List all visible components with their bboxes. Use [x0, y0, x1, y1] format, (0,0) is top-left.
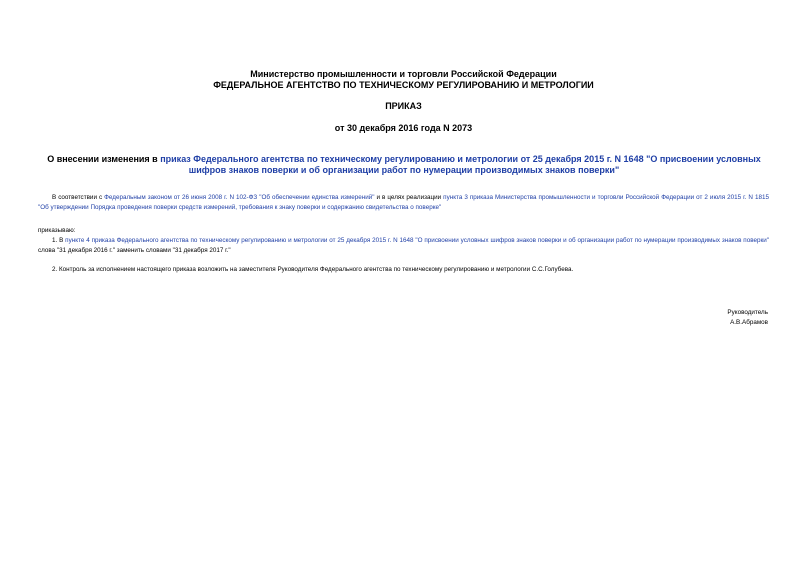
preamble-text-2: и в целях реализации — [374, 194, 444, 201]
item1-link[interactable]: пункте 4 приказа Федерального агентства по техническому регулированию и метрологии от 25 декабря 2015 г. N 1648 "О присвоении условных шифров знаков поверки и об организации работ по нумерации производимых знаков поверки" — [65, 237, 769, 244]
item1-text-1: 1. В — [52, 237, 66, 244]
signature-title: Руководитель — [727, 309, 768, 316]
preamble-text-1: В соответствии с — [52, 194, 105, 201]
ministry-order-link[interactable]: пункта 3 приказа Министерства промышленности и торговли Российской Федерации от 2 июля 2015 г. N 1815 "Об утверждении Порядка проведения поверки средств измерений, требования к знаку поверки и содержанию свидетельства о поверке" — [38, 194, 769, 211]
signature-name: А.В.Абрамов — [730, 319, 768, 326]
document-date: от 30 декабря 2016 года N 2073 — [334, 123, 473, 133]
agency-name: ФЕДЕРАЛЬНОЕ АГЕНТСТВО ПО ТЕХНИЧЕСКОМУ РЕГУЛИРОВАНИЮ И МЕТРОЛОГИИ — [213, 80, 594, 90]
preamble-paragraph — [38, 193, 769, 213]
document-type: ПРИКАЗ — [385, 101, 422, 111]
orders-word: приказываю: — [38, 227, 76, 234]
order-item-2: 2. Контроль за исполнением настоящего приказа возложить на заместителя Руководителя Федерального агентства по техническому регулированию и метрологии С.С.Голубева. — [52, 266, 574, 273]
document-title — [44, 154, 764, 176]
title-prefix: О внесении изменения в — [47, 154, 161, 164]
ministry-name: Министерство промышленности и торговли Российской Федерации — [250, 69, 557, 79]
order-item-1 — [38, 236, 769, 256]
item1-text-2: слова "31 декабря 2016 г." заменить словами "31 декабря 2017 г." — [38, 247, 231, 254]
title-link[interactable]: приказ Федерального агентства по техническому регулированию и метрологии от 25 декабря 2015 г. N 1648 "О присвоении условных шифров знаков поверки и об организации работ по нумерации производимых знаков поверки" — [160, 154, 761, 175]
federal-law-link[interactable]: Федеральным законом от 26 июня 2008 г. N 102-ФЗ "Об обеспечении единства измерений" — [104, 194, 375, 201]
